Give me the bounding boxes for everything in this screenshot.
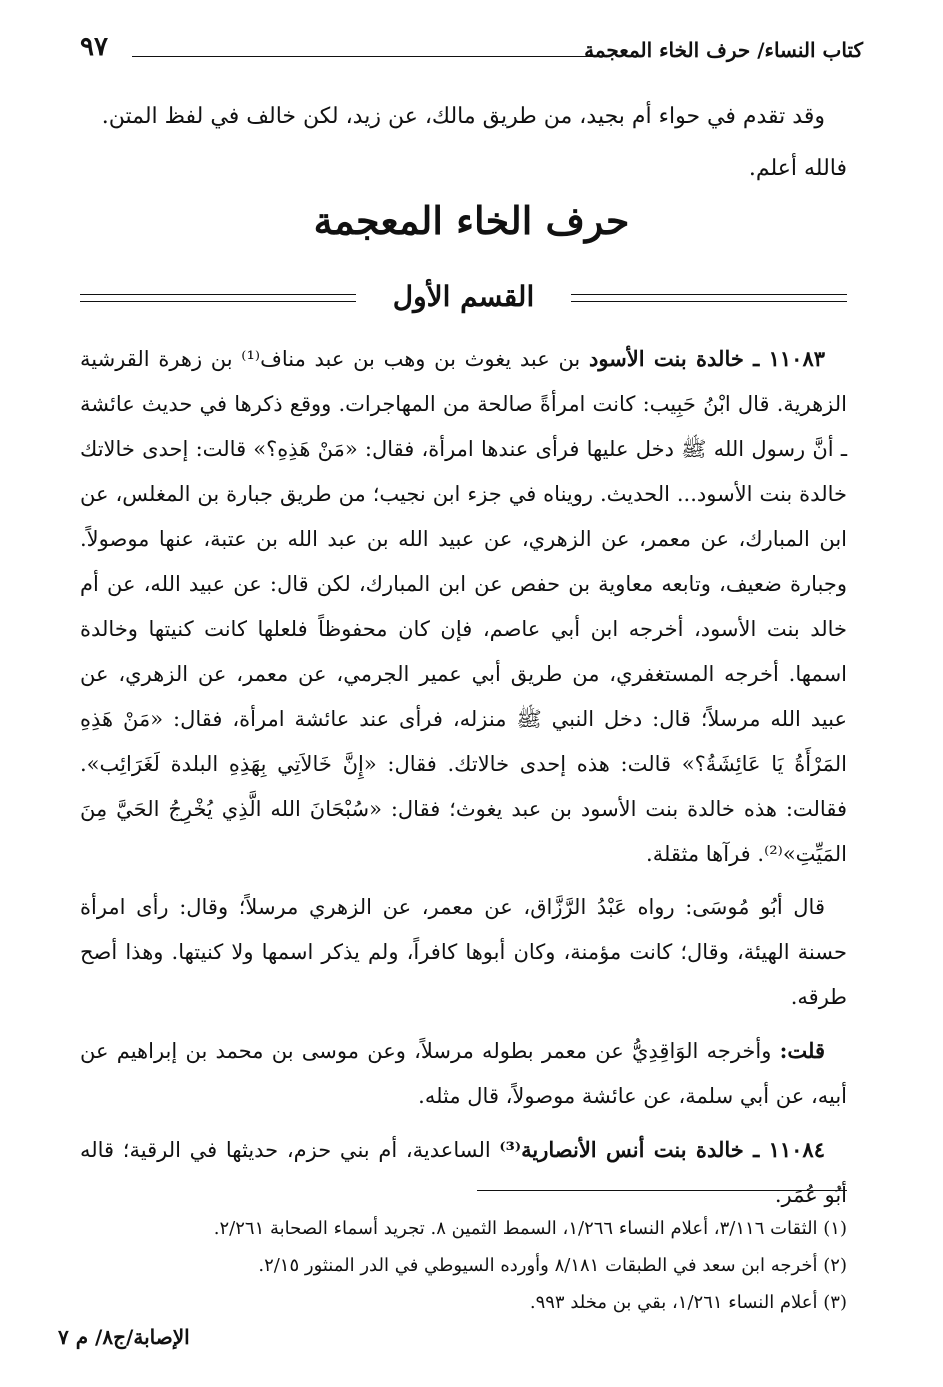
intro-line: وقد تقدم في حواء أم بجيد، من طريق مالك، عن زيد، لكن خالف في لفظ المتن. <box>101 104 825 129</box>
entry-lead: ١١٠٨٣ ـ خالدة بنت الأسود <box>588 346 826 371</box>
entries <box>80 336 847 1226</box>
letter-title: حرف الخاء المعجمة <box>313 198 630 243</box>
intro-paragraph <box>80 92 847 193</box>
entry-text: وأخرجه الوَاقِدِيُّ عن معمر بطوله مرسلاً، وعن موسى بن محمد بن إبراهيم عن أبيه، عن أبي سلمة، عن عائشة موصولاً، قال مثله. <box>80 1039 847 1108</box>
chapter-heading: كتاب النساء/ حرف الخاء المعجمة <box>584 38 863 62</box>
footnote-item: (٣) أعلام النساء ١/٢٦١، بقي بن مخلد ٩٩٣. <box>529 1292 847 1313</box>
entry-lead: قلت: <box>779 1038 825 1063</box>
page-number: ٩٧ <box>80 32 108 62</box>
footnote-item: (٢) أخرجه ابن سعد في الطبقات ٨/١٨١ وأورده السيوطي في الدر المنثور ٢/١٥. <box>258 1255 847 1276</box>
double-rule-left <box>80 294 356 302</box>
footnote-rule <box>477 1190 847 1191</box>
entry-paragraph <box>80 885 847 1020</box>
header-rule <box>132 56 593 57</box>
running-header <box>80 30 863 70</box>
entry-lead: ١١٠٨٤ ـ خالدة بنت أنس الأنصارية⁽³⁾ <box>499 1137 825 1162</box>
intro-closing: فالله أعلم. <box>748 155 847 181</box>
entry-text: قال أبُو مُوسَى: رواه عَبْدُ الرَّزَّاق، عن معمر، عن الزهري مرسلاً؛ وقال: رأى امرأة حسنة الهيئة، وقال؛ كانت مؤمنة، وكان أبوها كافراً، ولم يذكر اسمها ولا كنيتها. وهذا أصح طرقه. <box>80 895 847 1009</box>
entry-paragraph <box>80 336 847 877</box>
entry-paragraph <box>80 1127 847 1218</box>
footnote-item: (١) الثقات ٣/١١٦، أعلام النساء ١/٢٦٦، السمط الثمين ٨. تجريد أسماء الصحابة ٢/٢٦١. <box>213 1218 847 1239</box>
entry-text: بن عبد يغوث بن وهب بن عبد مناف⁽¹⁾ بن زهرة القرشية الزهرية. قال ابْنُ حَبِيب: كانت امرأةً صالحة من المهاجرات. ووقع ذكرها في حديث عائشة ـ أنَّ رسول الله ﷺ دخل عليها فرأى عندها امرأة، فقال: «مَنْ هَذِهِ؟» قالت: إحدى خالاتك خالدة بنت الأسود... الحديث. رويناه في جزء ابن نجيب؛ من طريق جبارة بن المغلس، عن ابن المبارك، عن معمر، عن الزهري، عن عبيد الله بن عبد الله بن عتبة، عنها موصولاً. وجبارة ضعيف، وتابعه معاوية بن حفص عن ابن المبارك، لكن قال: عن عبيد الله، عن أم خالد بنت الأسود، أخرجه ابن أبي عاصم، فإن كان محفوظاً فلعلها كانت كنيتها وخالدة اسمها. أخرجه المستغفري، من طريق أبي عمير الجرمي، عن معمر، عن الزهري، عن عبيد الله مرسلاً؛ قال: دخل النبي ﷺ منزله، فرأى عند عائشة امرأة، فقال: «مَنْ هَذِهِ المَرْأَةُ يَا عَائِشَةُ؟» قالت: هذه إحدى خالاتك. فقال: «إِنَّ خَالاَتِي بِهَذِهِ البلدة لَغَرَائِب». فقالت: هذه خالدة بنت الأسود بن عبد يغوث؛ فقال: «سُبْحَانَ الله الَّذِي يُخْرِجُ الحَيَّ مِنَ المَيِّتِ»⁽²⁾. فرآها مثقلة. <box>80 347 847 866</box>
signature-mark: الإصابة/ج٨/ م ٧ <box>58 1325 190 1349</box>
entry-text: الساعدية، أم بني حزم، حديثها في الرقية؛ قاله أبُو عُمَر. <box>80 1138 847 1207</box>
footnotes <box>80 1210 847 1321</box>
double-rule-right <box>571 294 847 302</box>
entry-paragraph <box>80 1028 847 1119</box>
section-label: القسم الأول <box>383 280 544 313</box>
section-heading <box>80 280 847 320</box>
